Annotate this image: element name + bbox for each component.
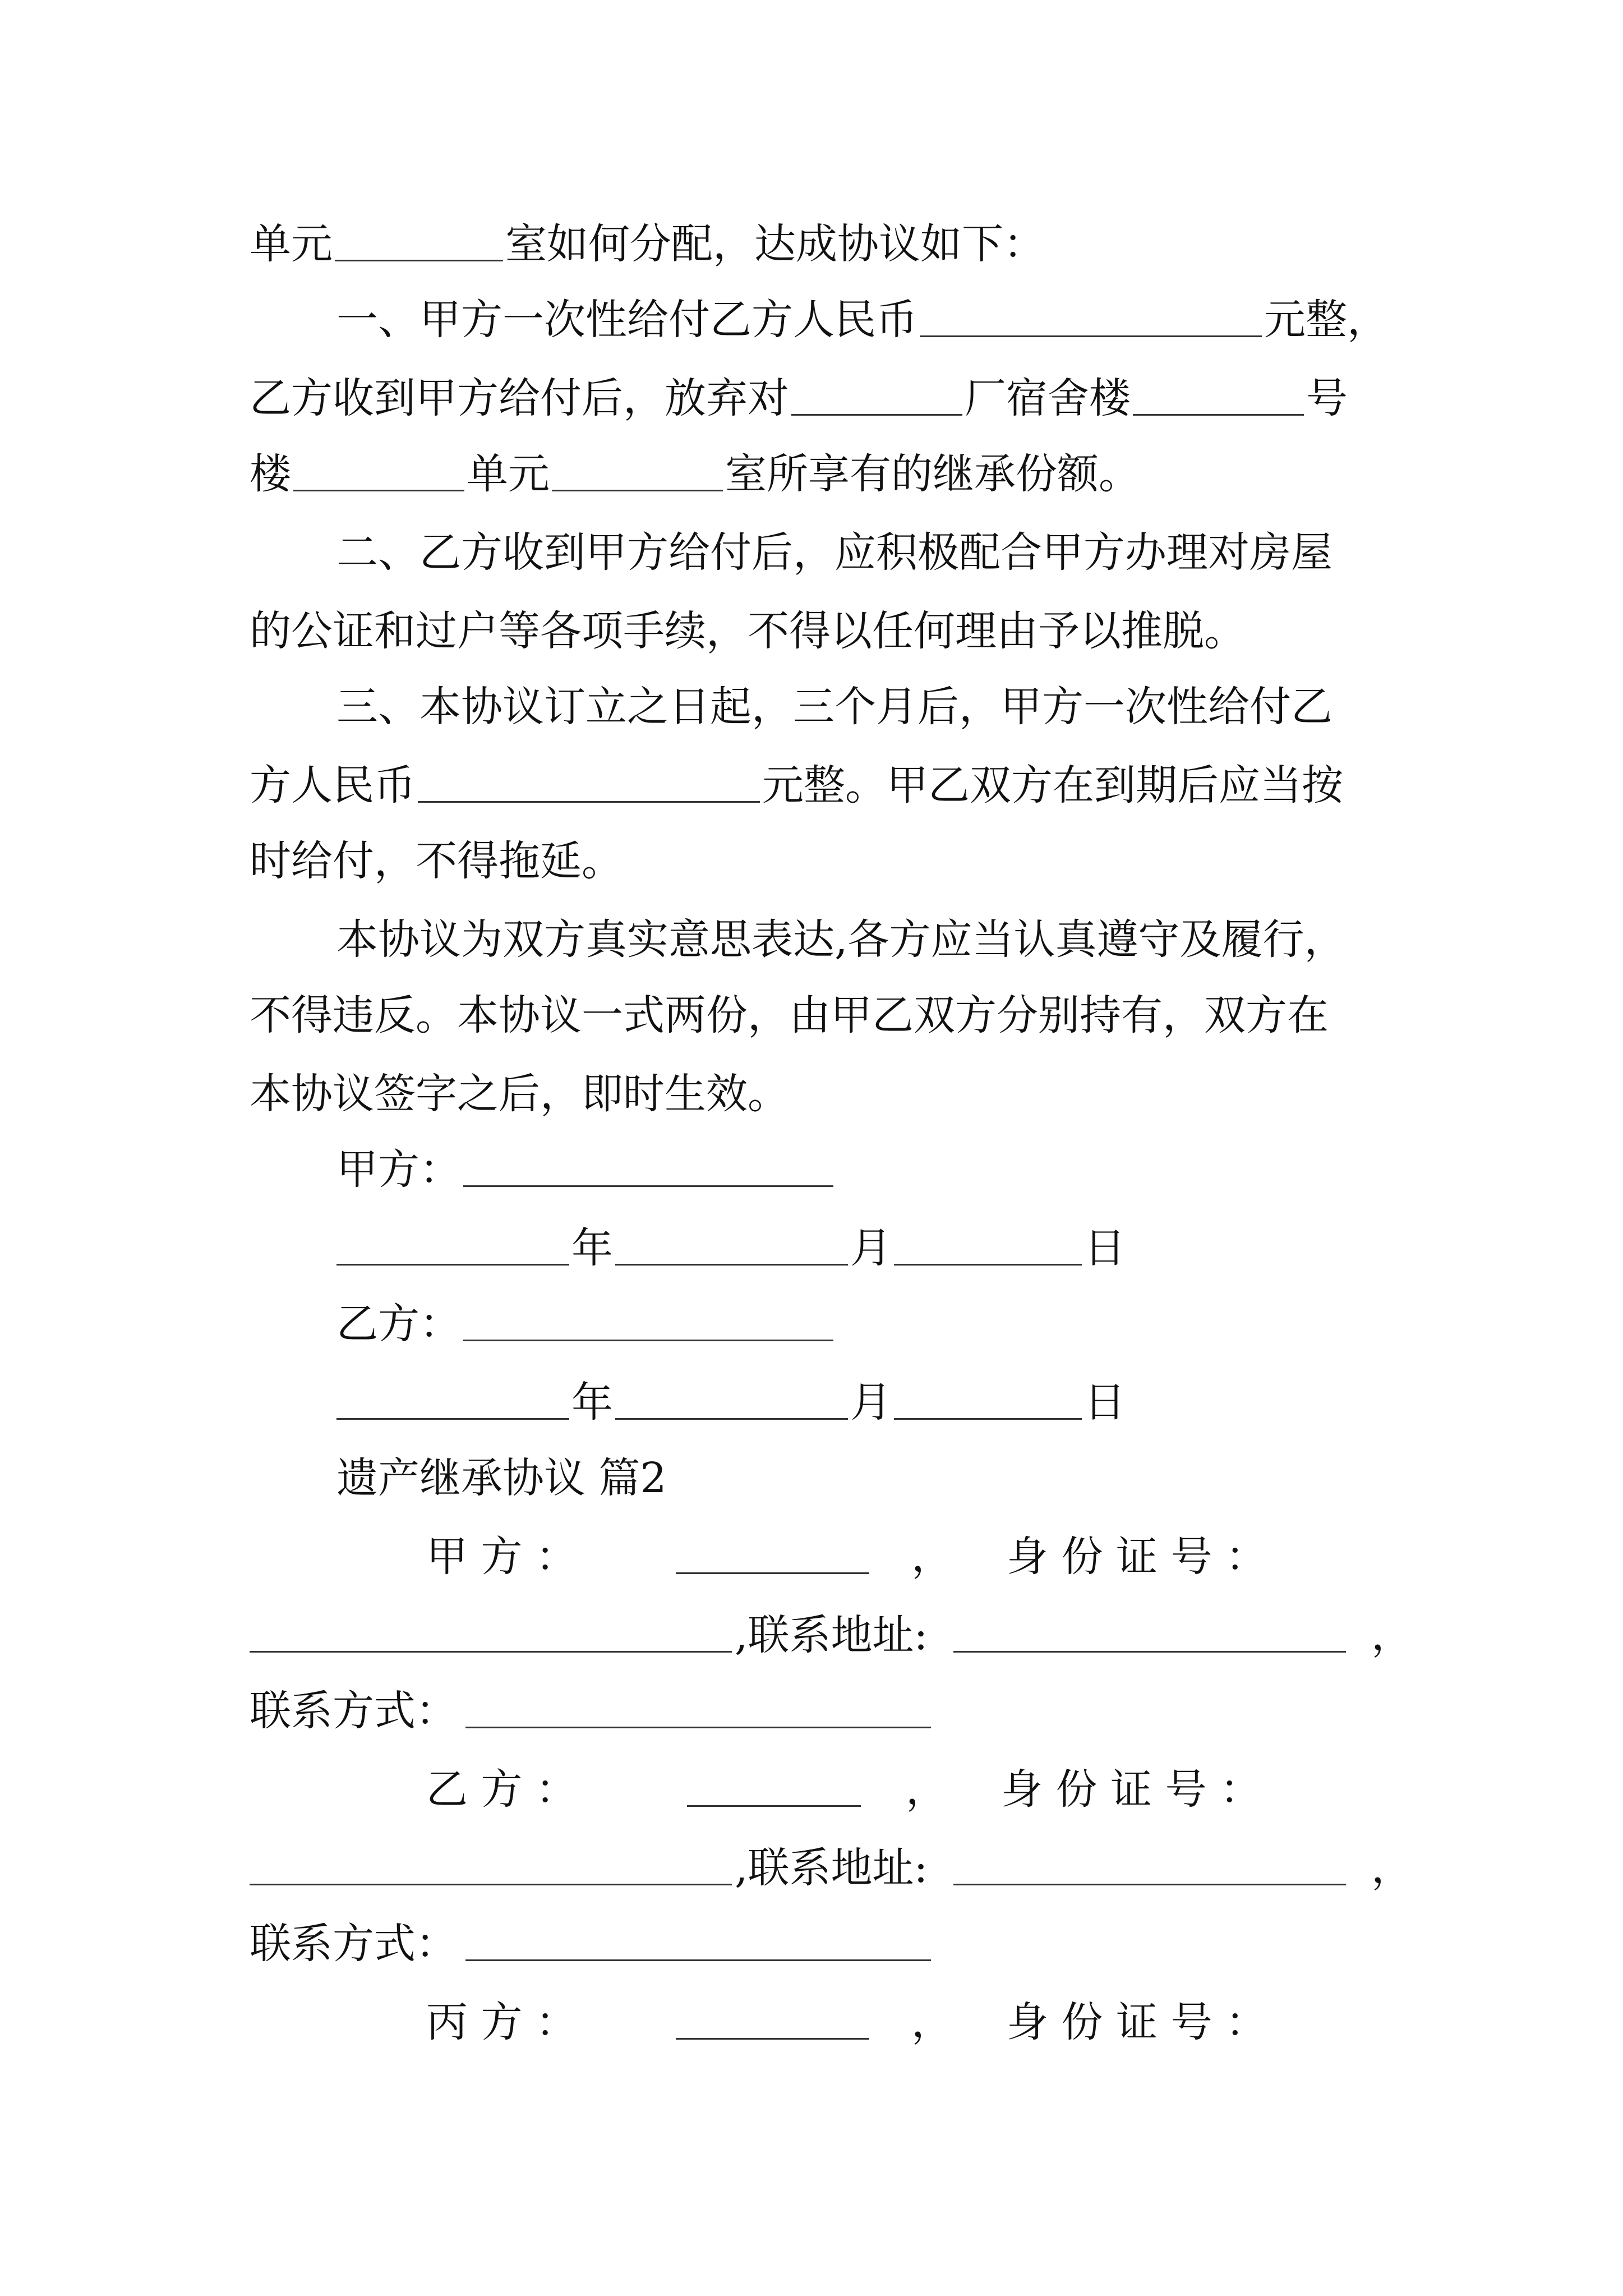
day-label: 日 [1084, 1378, 1126, 1427]
party-b-name-blank [687, 1761, 861, 1818]
id-label: 身 份 证 号 ： [1007, 1533, 1267, 1581]
address-label: ,联系地址: [735, 1844, 928, 1892]
comma: ， [1371, 1611, 1413, 1659]
address-blank [953, 1840, 1346, 1896]
signature-blank [463, 1296, 833, 1341]
text: 方人民币 [250, 761, 416, 809]
party-a-label: 甲 方 ： [426, 1533, 578, 1581]
month-blank [615, 1374, 848, 1420]
month-label: 月 [850, 1378, 892, 1427]
clause-line: 三、本协议订立之日起，三个月后，甲方一次性给付乙 [336, 683, 1332, 731]
party-a-label: 甲方： [336, 1145, 461, 1194]
id-blank [250, 1607, 732, 1663]
contact-blank [465, 1683, 931, 1739]
day-label: 日 [1084, 1224, 1126, 1272]
day-blank [894, 1220, 1082, 1266]
blank-field [552, 446, 723, 491]
party-c-label: 丙 方 ： [426, 1998, 578, 2046]
text: 一、甲方一次性给付乙方人民币 [336, 296, 917, 344]
text: 室如何分配，达成协议如下： [505, 220, 1045, 268]
clause-line: 本协议为双方真实意思表达,各方应当认真遵守及履行， [336, 915, 1346, 964]
text: 乙方收到甲方给付后，放弃对 [250, 374, 789, 422]
party-a-name-blank [676, 1529, 869, 1585]
contact-label: 联系方式： [250, 1687, 457, 1735]
comma: ， [911, 1533, 953, 1581]
clause-line [250, 757, 1371, 813]
id-label: 身 份 证 号 ： [1007, 1998, 1267, 2046]
blank-field [335, 216, 503, 261]
clause-line [250, 370, 1371, 426]
text: 元整。甲乙双方在到期后应当按 [762, 761, 1343, 809]
text: 单元 [467, 450, 550, 498]
clause-line [250, 446, 1371, 502]
blank-field [791, 370, 962, 416]
text: 室所享有的继承份额。 [725, 450, 1140, 498]
text: 号 [1306, 374, 1348, 422]
clause-line: 本协议签字之后，即时生效。 [250, 1070, 789, 1118]
party-b-label: 乙方： [336, 1300, 461, 1348]
date-line-party-a [336, 1220, 1458, 1276]
year-blank [336, 1220, 569, 1266]
section-heading: 遗产继承协议 篇2 [336, 1454, 667, 1502]
date-line-party-b [336, 1374, 1458, 1430]
party-c-name-blank [676, 1994, 869, 2050]
text: 元整， [1264, 296, 1389, 344]
signature-blank [463, 1142, 833, 1187]
address-label: ,联系地址: [735, 1611, 928, 1659]
party-b-label: 乙 方 ： [426, 1765, 578, 1814]
year-label: 年 [571, 1378, 613, 1427]
year-label: 年 [571, 1224, 613, 1272]
id-blank [250, 1840, 732, 1896]
signature-line-party-b [336, 1296, 1458, 1352]
text: 楼 [250, 450, 291, 498]
clause-line: 的公证和过户等各项手续，不得以任何理由予以推脱。 [250, 607, 1246, 655]
comma: ， [1371, 1844, 1413, 1892]
contact-blank [465, 1916, 931, 1972]
clause-line: 二、乙方收到甲方给付后，应积极配合甲方办理对房屋 [336, 528, 1332, 577]
address-blank [953, 1607, 1346, 1663]
blank-field [920, 292, 1262, 337]
clause-line: 时给付，不得拖延。 [250, 837, 623, 885]
comma: ， [911, 1998, 953, 2046]
blank-field [1133, 370, 1304, 416]
signature-line-party-a [336, 1142, 1458, 1198]
id-label: 身 份 证 号 ： [1001, 1765, 1262, 1814]
blank-field [418, 757, 760, 803]
contact-label: 联系方式： [250, 1920, 457, 1968]
clause-line: 不得违反。本协议一式两份，由甲乙双方分别持有，双方在 [250, 991, 1329, 1039]
text: 单元 [250, 220, 333, 268]
clause-line [336, 292, 1458, 348]
month-blank [615, 1220, 848, 1266]
month-label: 月 [850, 1224, 892, 1272]
blank-field [293, 446, 464, 491]
comma: ， [906, 1765, 947, 1814]
year-blank [336, 1374, 569, 1420]
day-blank [894, 1374, 1082, 1420]
text: 厂宿舍楼 [965, 374, 1131, 422]
clause-line [250, 216, 1371, 272]
